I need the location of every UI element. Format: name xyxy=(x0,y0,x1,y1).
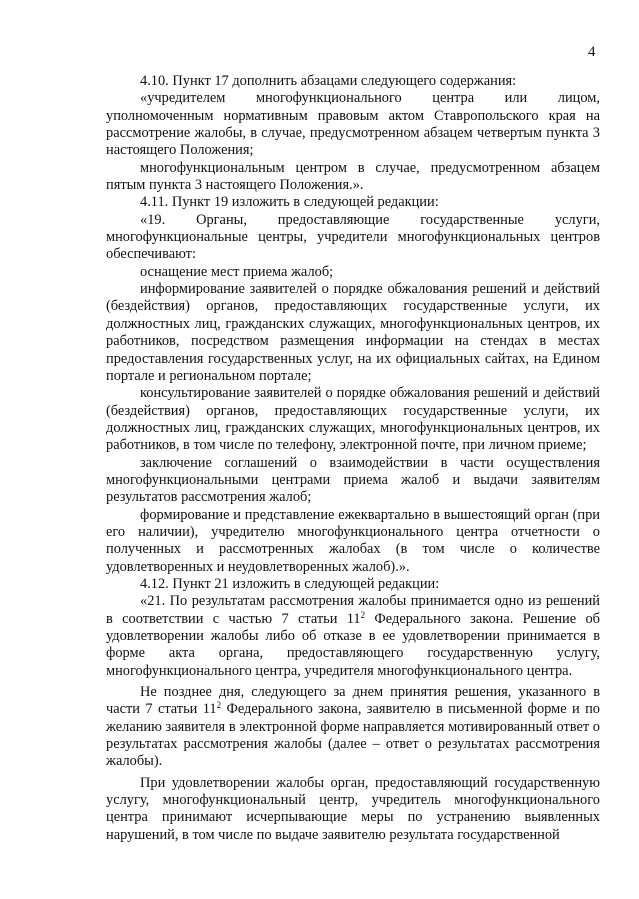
paragraph-agreements: заключение соглашений о взаимодействии в части осуществления многофункциональными центрами приема жалоб и выдачи заявителям результатов рассмотрения жалоб; xyxy=(106,454,600,506)
paragraph-remedy-measures: При удовлетворении жалобы орган, предоставляющий государственную услугу, многофункциональный центр, учредитель многофункционального центра принимают исчерпывающие меры по устранению выявленных нарушений, в том числе по выдаче заявителю результата государственной xyxy=(106,774,600,843)
text-run: Федерального закона. Решение об удовлетворении жалобы либо об отказе в ее удовлетворении принимается в форме акта органа, предоставляющего государственную услугу, многофункционального центра, учредителя многофункционального центра. xyxy=(106,610,600,679)
paragraph-response-deadline xyxy=(106,684,600,771)
paragraph-consulting: консультирование заявителей о порядке обжалования решений и действий (бездействия) органов, предоставляющих государственные услуги, их должностных лиц, гражданских служащих, многофункциональных центров, их работников, в том числе по телефону, электронной почте, при личном приеме; xyxy=(106,385,600,454)
paragraph-reporting: формирование и представление ежеквартально в вышестоящий орган (при его наличии), учредителю многофункционального центра отчетности о полученных и рассмотренных жалобах (в том числе о количестве удовлетворенных и неудовлетворенных жалоб).». xyxy=(106,506,600,575)
paragraph-mfc-clause: многофункциональным центром в случае, предусмотренном абзацем пятым пункта 3 настоящего Положения.». xyxy=(106,159,600,194)
document-body xyxy=(106,73,600,844)
paragraph-item-19: «19. Органы, предоставляющие государственные услуги, многофункциональные центры, учредители многофункциональных центров обеспечивают: xyxy=(106,211,600,263)
paragraph-equipment: оснащение мест приема жалоб; xyxy=(140,263,334,280)
page-number: 4 xyxy=(588,44,596,60)
superscript: 2 xyxy=(360,609,366,620)
text-run: Не позднее дня, следующего за днем принятия решения, указанного в части 7 статьи 11 xyxy=(106,684,600,718)
paragraph-4-10: 4.10. Пункт 17 дополнить абзацами следующего содержания: xyxy=(140,73,517,89)
text-run: «21. По результатам рассмотрения жалобы принимается одно из решений в соответствии с частью 7 статьи 11 xyxy=(106,593,600,627)
paragraph-informing: информирование заявителей о порядке обжалования решений и действий (бездействия) органов, предоставляющих государственные услуги, их должностных лиц, гражданских служащих, многофункциональных центров, их работников, посредством размещения информации на стендах в местах предоставления государственных услуг, на их официальных сайтах, на Едином портале и региональном портале; xyxy=(106,281,600,384)
paragraph-4-11: 4.11. Пункт 19 изложить в следующей редакции: xyxy=(140,194,439,211)
superscript: 2 xyxy=(216,700,222,711)
paragraph-founder-clause: «учредителем многофункционального центра или лицом, уполномоченным нормативным правовым актом Ставропольского края на рассмотрение жалобы, в случае, предусмотренном абзацем четвертым пункта 3 настоящего Положения; xyxy=(106,90,600,159)
paragraph-item-21 xyxy=(106,593,600,680)
text-run: Федерального закона, заявителю в письменной форме и по желанию заявителя в электронной форме направляется мотивированный ответ о результатах рассмотрения жалобы (далее – ответ о результатах рассмотрения жалобы). xyxy=(106,701,600,770)
paragraph-4-12: 4.12. Пункт 21 изложить в следующей редакции: xyxy=(140,575,440,592)
